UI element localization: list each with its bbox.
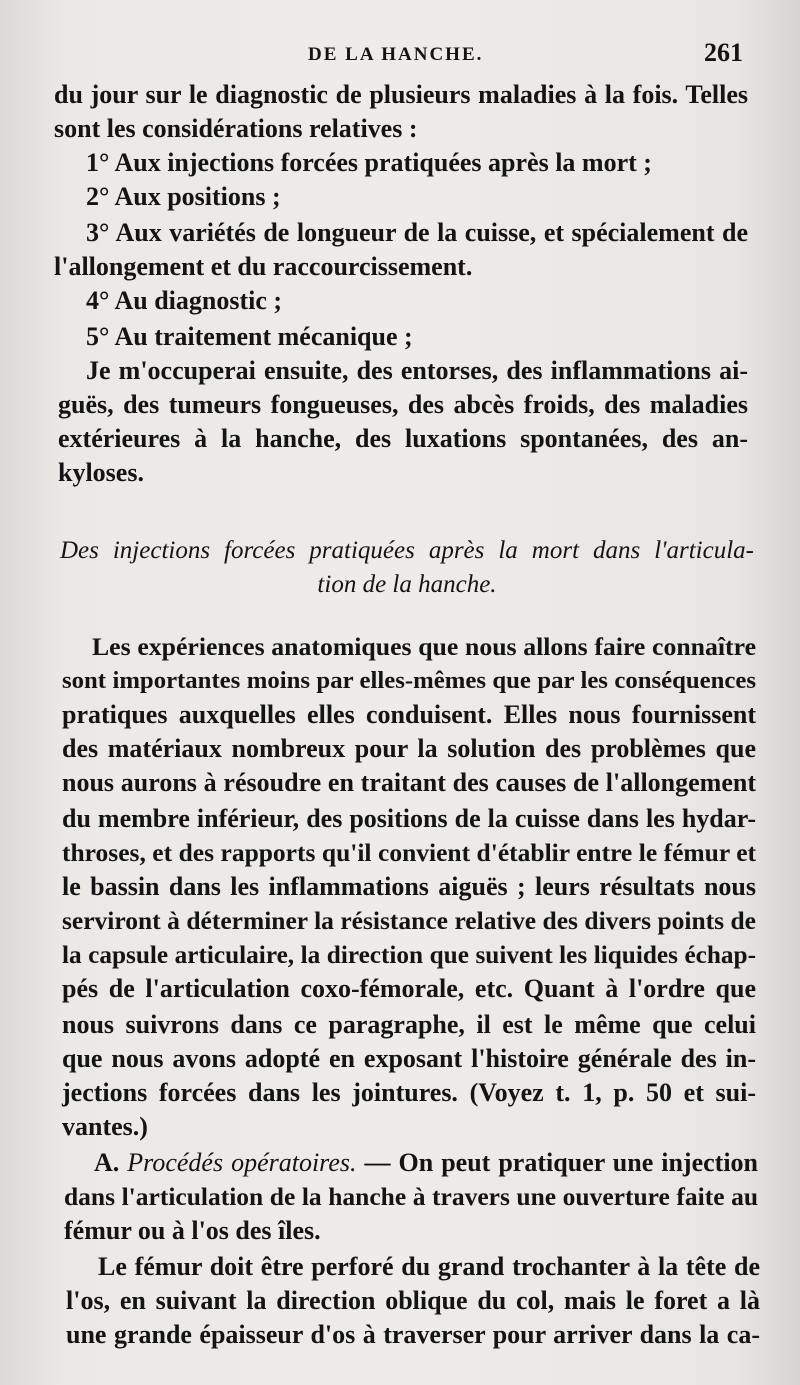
- intro-line: sont les considérations relatives :: [54, 114, 418, 143]
- intro-line: Je m'occuperai ensuite, des entorses, des inflammations ai-: [86, 356, 748, 385]
- intro-line: kyloses.: [58, 458, 144, 487]
- body-line: des matériaux nombreux pour la solution des problèmes que: [62, 734, 756, 763]
- running-head: DE LA HANCHE.: [308, 44, 484, 65]
- body-line: serviront à déterminer la résistance relative des divers points de: [62, 906, 756, 935]
- body-line: jections forcées dans les jointures. (Voyez t. 1, p. 50 et sui-: [62, 1078, 756, 1107]
- intro-line: du jour sur le diagnostic de plusieurs maladies à la fois. Telles: [54, 80, 748, 109]
- page-header: [0, 36, 800, 72]
- section-title: tion de la hanche.: [317, 571, 497, 598]
- list-item: 1° Aux injections forcées pratiquées après la mort ;: [86, 148, 652, 177]
- procedure-line: dans l'articulation de la hanche à travers une ouverture faite au: [64, 1182, 758, 1211]
- body-line: du membre inférieur, des positions de la cuisse dans les hydar-: [62, 804, 756, 833]
- body-line: la capsule articulaire, la direction que suivent les liquides échap-: [62, 941, 756, 969]
- page-number: 261: [704, 38, 743, 67]
- body-line: le bassin dans les inflammations aiguës ; leurs résultats nous: [62, 872, 756, 901]
- body-line: Les expériences anatomiques que nous allons faire connaître: [92, 632, 756, 661]
- body-line: vantes.): [62, 1112, 148, 1141]
- list-item: 5° Au traitement mécanique ;: [86, 322, 413, 351]
- body-line: sont importantes moins par elles-mêmes que par les conséquences: [62, 667, 756, 694]
- body-line: nous suivrons dans ce paragraphe, il est le même que celui: [62, 1010, 756, 1039]
- list-item: 4° Au diagnostic ;: [86, 286, 283, 315]
- body-line: nous aurons à résoudre en traitant des causes de l'allongement: [62, 768, 756, 797]
- body-line: que nous avons adopté en exposant l'histoire générale des in-: [62, 1044, 756, 1073]
- procedure-heading: Procédés opératoires.: [127, 1148, 357, 1177]
- list-item: 3° Aux variétés de longueur de la cuisse, et spécialement de: [86, 218, 748, 247]
- closing-line: une grande épaisseur d'os à traverser pour arriver dans la ca-: [66, 1320, 760, 1349]
- closing-line: Le fémur doit être perforé du grand trochanter à la tête de: [98, 1252, 760, 1281]
- list-item-continuation: l'allongement et du raccourcissement.: [54, 252, 473, 281]
- intro-line: guës, des tumeurs fongueuses, des abcès froids, des maladies: [58, 390, 748, 419]
- section-title: Des injections forcées pratiquées après la mort dans l'articula-: [60, 537, 754, 564]
- procedure-text: — On peut pratiquer une injection: [364, 1148, 759, 1177]
- procedure-line: fémur ou à l'os des îles.: [64, 1216, 321, 1245]
- list-item: 2° Aux positions ;: [86, 182, 281, 211]
- closing-line: l'os, en suivant la direction oblique du col, mais le foret a là: [66, 1286, 760, 1315]
- procedure-letter: A.: [94, 1148, 120, 1177]
- body-line: pés de l'articulation coxo-fémorale, etc. Quant à l'ordre que: [62, 974, 756, 1003]
- body-line: pratiques auxquelles elles conduisent. Elles nous fournissent: [62, 700, 756, 729]
- procedure-first-line: [94, 1148, 758, 1178]
- intro-line: extérieures à la hanche, des luxations spontanées, des an-: [58, 424, 748, 453]
- body-line: throses, et des rapports qu'il convient d'établir entre le fémur et: [62, 838, 756, 867]
